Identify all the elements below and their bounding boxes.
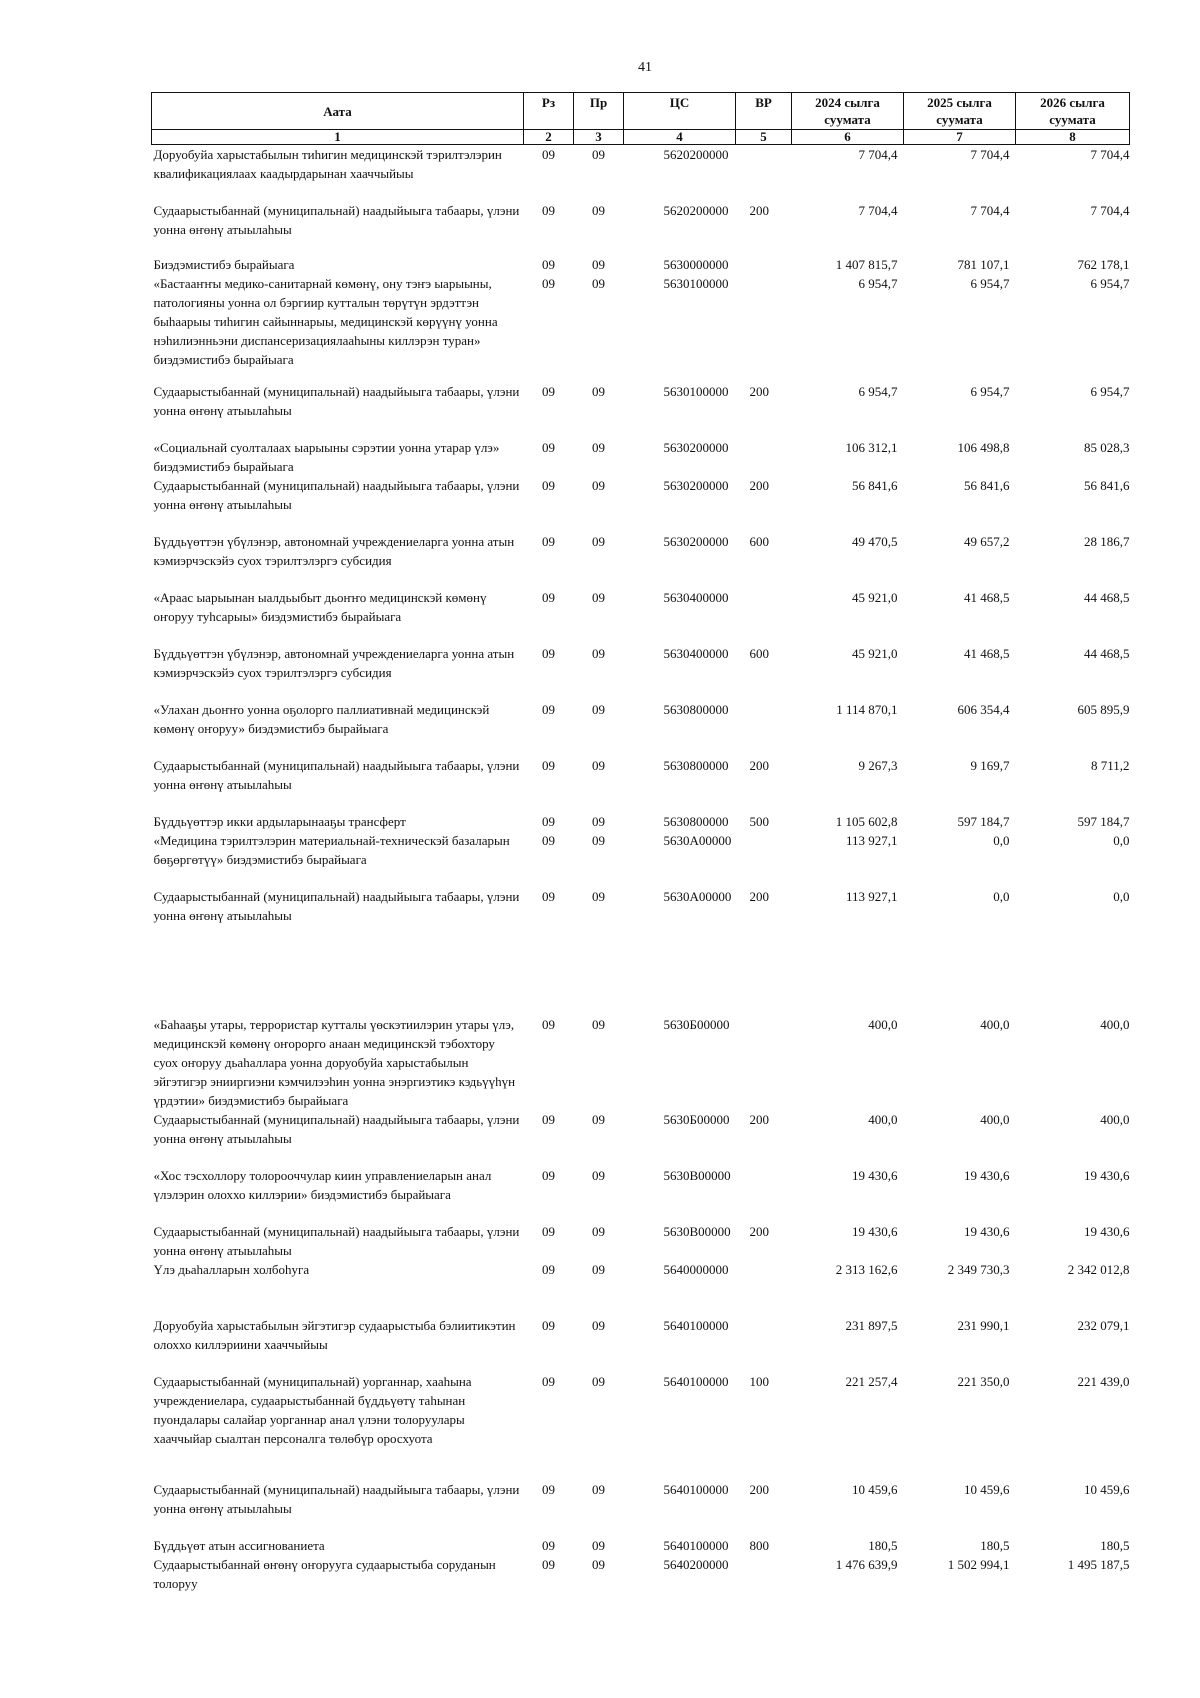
row-value-2026: 6 954,7 (1090, 384, 1130, 399)
budget-table (151, 92, 1130, 1595)
row-cs: 5630800000 (663, 758, 729, 773)
row-name: Бүддьүөт атын ассигнованиета (153, 1538, 325, 1553)
row-vr (736, 255, 792, 274)
row-vr (736, 1316, 792, 1372)
row-name: «Улахан дьоҥҥо уонна оҕолорго паллиативнай медицинскэй көмөнү оҥоруу» биэдэмистибэ бырайыага (153, 702, 490, 736)
row-value-2025: 9 169,7 (970, 758, 1010, 773)
table-row (152, 476, 1130, 532)
table-row (152, 1110, 1130, 1166)
row-value-2025: 106 498,8 (957, 440, 1010, 455)
row-rz: 09 (542, 257, 555, 272)
row-pr: 09 (592, 1224, 605, 1239)
row-rz: 09 (542, 590, 555, 605)
row-cs: 5630100000 (663, 384, 729, 399)
row-vr (736, 145, 792, 202)
row-name: Бүддьүөттэр икки ардыларынааҕы трансферт (153, 814, 406, 829)
row-value-2025: 400,0 (980, 1112, 1010, 1127)
row-cs: 5630Б00000 (663, 1112, 730, 1127)
row-value-2026: 6 954,7 (1090, 276, 1130, 291)
column-number: 6 (792, 130, 904, 145)
row-pr: 09 (592, 833, 605, 848)
row-name: Судаарыстыбаннай (муниципальнай) наадыйыыга табаары, үлэни уонна өҥөнү атыылаһыы (153, 478, 520, 512)
row-cs: 5630000000 (663, 257, 729, 272)
row-pr: 09 (592, 1017, 605, 1032)
row-vr: 600 (749, 646, 769, 661)
row-value-2024: 113 927,1 (845, 889, 898, 904)
row-value-2024: 1 476 639,9 (835, 1557, 898, 1572)
table-row (152, 1166, 1130, 1222)
row-cs: 5630А00000 (663, 833, 732, 848)
row-rz: 09 (542, 833, 555, 848)
row-value-2025: 56 841,6 (964, 478, 1010, 493)
row-cs: 5630В00000 (663, 1224, 731, 1239)
row-value-2026: 597 184,7 (1077, 814, 1130, 829)
row-name: «Медицина тэрилтэлэрин материальнай-техническэй базаларын бөҕөргөтүү» биэдэмистибэ бырайыага (153, 833, 510, 867)
row-value-2024: 1 407 815,7 (835, 257, 898, 272)
row-rz: 09 (542, 147, 555, 162)
table-row (152, 1536, 1130, 1555)
row-value-2024: 400,0 (868, 1017, 898, 1032)
row-value-2026: 2 342 012,8 (1067, 1262, 1130, 1277)
row-vr (736, 1555, 792, 1595)
row-pr: 09 (592, 147, 605, 162)
row-vr: 600 (749, 534, 769, 549)
row-name: «Баһааҕы утары, террористар кутталы үөскэтиилэрин утары үлэ, медицинскэй көмөнү оҥорорго анаан медицинскэй тэбохтору суох оҥоруу дьаһаллара уонна доруобуйа харыстабылын эйгэтигэр энииргиэни кэмчилээһин уонна энэргиэтикэ кэдьүүһүн үрдэтии» биэдэмистибэ бырайыага (153, 1017, 516, 1108)
row-name: Доруобуйа харыстабылын тиһигин медицинскэй тэрилтэлэрин квалификациялаах каадырдарынан хааччыйыы (153, 147, 502, 181)
row-value-2025: 597 184,7 (957, 814, 1010, 829)
table-row (152, 831, 1130, 887)
column-number: 7 (904, 130, 1016, 145)
row-value-2024: 6 954,7 (858, 384, 898, 399)
row-value-2026: 44 468,5 (1084, 646, 1130, 661)
row-rz: 09 (542, 384, 555, 399)
row-name: Судаарыстыбаннай (муниципальнай) наадыйыыга табаары, үлэни уонна өҥөнү атыылаһыы (153, 758, 520, 792)
row-value-2026: 605 895,9 (1077, 702, 1130, 717)
table-row (152, 588, 1130, 644)
table-row (152, 274, 1130, 382)
row-name: «Социальнай суолталаах ыарыыны сэрэтии уонна утарар үлэ» биэдэмистибэ бырайыага (153, 440, 500, 474)
row-value-2026: 19 430,6 (1084, 1168, 1130, 1183)
row-value-2024: 7 704,4 (858, 203, 898, 218)
row-rz: 09 (542, 1557, 555, 1572)
column-number: 3 (574, 130, 624, 145)
row-rz: 09 (542, 889, 555, 904)
table-row (152, 1015, 1130, 1110)
row-value-2026: 180,5 (1100, 1538, 1130, 1553)
row-value-2026: 0,0 (1113, 889, 1130, 904)
row-name: Үлэ дьаһалларын холбоһуга (153, 1262, 310, 1277)
row-rz: 09 (542, 440, 555, 455)
row-value-2025: 400,0 (980, 1017, 1010, 1032)
row-value-2025: 1 502 994,1 (947, 1557, 1010, 1572)
row-value-2026: 232 079,1 (1077, 1318, 1130, 1333)
header-name: Аата (152, 93, 524, 130)
row-value-2025: 0,0 (993, 833, 1010, 848)
row-pr: 09 (592, 384, 605, 399)
row-cs: 5640100000 (663, 1374, 729, 1389)
row-value-2026: 7 704,4 (1090, 147, 1130, 162)
row-value-2026: 44 468,5 (1084, 590, 1130, 605)
row-cs: 5630Б00000 (663, 1017, 730, 1032)
row-vr (736, 1260, 792, 1316)
row-rz: 09 (542, 534, 555, 549)
row-rz: 09 (542, 1318, 555, 1333)
row-value-2024: 1 114 870,1 (836, 702, 898, 717)
row-value-2025: 6 954,7 (970, 276, 1010, 291)
row-value-2024: 9 267,3 (858, 758, 898, 773)
row-value-2025: 19 430,6 (964, 1224, 1010, 1239)
row-vr (736, 1166, 792, 1222)
row-vr: 800 (749, 1538, 769, 1553)
row-value-2025: 180,5 (980, 1538, 1010, 1553)
row-rz: 09 (542, 203, 555, 218)
row-cs: 5630200000 (663, 478, 729, 493)
row-vr (736, 588, 792, 644)
row-pr: 09 (592, 646, 605, 661)
row-name: Судаарыстыбаннай (муниципальнай) наадыйыыга табаары, үлэни уонна өҥөнү атыылаһыы (153, 384, 520, 418)
row-pr: 09 (592, 590, 605, 605)
table-row (152, 1260, 1130, 1316)
row-rz: 09 (542, 1538, 555, 1553)
row-vr (736, 438, 792, 476)
row-rz: 09 (542, 758, 555, 773)
header-2026: 2026 сылга суумата (1016, 93, 1130, 130)
row-value-2026: 762 178,1 (1077, 257, 1130, 272)
row-pr: 09 (592, 276, 605, 291)
row-cs: 5620200000 (663, 147, 729, 162)
row-rz: 09 (542, 1017, 555, 1032)
row-pr: 09 (592, 440, 605, 455)
row-value-2025: 6 954,7 (970, 384, 1010, 399)
row-value-2024: 45 921,0 (852, 590, 898, 605)
row-pr: 09 (592, 1557, 605, 1572)
table-row (152, 255, 1130, 274)
row-rz: 09 (542, 1374, 555, 1389)
column-number: 4 (624, 130, 736, 145)
table-header-row (152, 93, 1130, 130)
table-row (152, 812, 1130, 831)
row-value-2025: 221 350,0 (957, 1374, 1010, 1389)
row-pr: 09 (592, 478, 605, 493)
row-value-2024: 49 470,5 (852, 534, 898, 549)
row-cs: 5640100000 (663, 1538, 729, 1553)
row-vr: 100 (749, 1374, 769, 1389)
row-vr: 200 (749, 203, 769, 218)
row-cs: 5630100000 (663, 276, 729, 291)
row-value-2026: 400,0 (1100, 1017, 1130, 1032)
row-cs: 5630200000 (663, 534, 729, 549)
column-number: 8 (1016, 130, 1130, 145)
row-pr: 09 (592, 1318, 605, 1333)
row-cs: 5640100000 (663, 1318, 729, 1333)
row-value-2026: 7 704,4 (1090, 203, 1130, 218)
row-value-2026: 8 711,2 (1090, 758, 1130, 773)
table-row (152, 756, 1130, 812)
header-2025: 2025 сылга суумата (904, 93, 1016, 130)
table-row (152, 700, 1130, 756)
row-rz: 09 (542, 1224, 555, 1239)
table-row (152, 201, 1130, 255)
row-value-2026: 10 459,6 (1084, 1482, 1130, 1497)
row-value-2026: 1 495 187,5 (1067, 1557, 1130, 1572)
column-number: 1 (152, 130, 524, 145)
row-value-2025: 10 459,6 (964, 1482, 1010, 1497)
row-name: Судаарыстыбаннай (муниципальнай) уорганнар, хааһына учреждениелара, судаарыстыбаннай бүддьүөтү таһынан пуондалары салайар уорганнар анал үлэни толоруулары хааччыйар сыалтан персоналга төлөбүр оросхуота (153, 1374, 472, 1446)
row-rz: 09 (542, 814, 555, 829)
row-vr: 200 (749, 1224, 769, 1239)
row-value-2025: 49 657,2 (964, 534, 1010, 549)
row-value-2024: 45 921,0 (852, 646, 898, 661)
row-cs: 5630А00000 (663, 889, 732, 904)
row-cs: 5630200000 (663, 440, 729, 455)
row-value-2025: 41 468,5 (964, 590, 1010, 605)
row-value-2025: 606 354,4 (957, 702, 1010, 717)
row-pr: 09 (592, 257, 605, 272)
row-rz: 09 (542, 1262, 555, 1277)
row-value-2024: 231 897,5 (845, 1318, 898, 1333)
row-value-2026: 400,0 (1100, 1112, 1130, 1127)
row-value-2024: 1 105 602,8 (835, 814, 898, 829)
row-cs: 5630800000 (663, 702, 729, 717)
row-cs: 5630800000 (663, 814, 729, 829)
row-value-2024: 7 704,4 (858, 147, 898, 162)
row-value-2024: 19 430,6 (852, 1224, 898, 1239)
row-name: Биэдэмистибэ бырайыага (153, 257, 295, 272)
row-pr: 09 (592, 758, 605, 773)
row-vr: 200 (749, 1482, 769, 1497)
row-value-2024: 56 841,6 (852, 478, 898, 493)
row-value-2025: 231 990,1 (957, 1318, 1010, 1333)
row-value-2024: 106 312,1 (845, 440, 898, 455)
row-name: Доруобуйа харыстабылын эйгэтигэр судаарыстыба бэлиитикэтин олоххо киллэриини хааччыйыы (153, 1318, 516, 1352)
row-pr: 09 (592, 203, 605, 218)
table-row (152, 887, 1130, 1015)
row-rz: 09 (542, 276, 555, 291)
row-pr: 09 (592, 1482, 605, 1497)
row-pr: 09 (592, 1538, 605, 1553)
row-vr: 200 (749, 889, 769, 904)
row-cs: 5640200000 (663, 1557, 729, 1572)
row-name: Судаарыстыбаннай өҥөнү оҥорууга судаарыстыба соруданын толоруу (153, 1557, 496, 1591)
row-value-2025: 7 704,4 (970, 147, 1010, 162)
row-value-2026: 19 430,6 (1084, 1224, 1130, 1239)
table-row (152, 1480, 1130, 1536)
row-cs: 5640100000 (663, 1482, 729, 1497)
row-value-2025: 41 468,5 (964, 646, 1010, 661)
row-value-2026: 0,0 (1113, 833, 1130, 848)
row-rz: 09 (542, 478, 555, 493)
row-cs: 5640000000 (663, 1262, 729, 1277)
row-vr (736, 1015, 792, 1110)
column-number-row (152, 130, 1130, 145)
row-name: Бүддьүөттэн үбүлэнэр, автономнай учреждениеларга уонна атын кэмиэрчэскэйэ суох тэрилтэлэргэ субсидия (153, 646, 515, 680)
row-vr: 500 (749, 814, 769, 829)
row-vr (736, 274, 792, 382)
table-row (152, 532, 1130, 588)
row-pr: 09 (592, 1374, 605, 1389)
row-rz: 09 (542, 702, 555, 717)
row-pr: 09 (592, 1262, 605, 1277)
row-vr (736, 831, 792, 887)
row-value-2024: 180,5 (868, 1538, 898, 1553)
row-name: Судаарыстыбаннай (муниципальнай) наадыйыыга табаары, үлэни уонна өҥөнү атыылаһыы (153, 1112, 520, 1146)
row-value-2024: 221 257,4 (845, 1374, 898, 1389)
row-name: «Хос тэсхоллору толорооччулар киин управлениеларын анал үлэлэрин олоххо киллэрии» биэдэмистибэ бырайыага (153, 1168, 492, 1202)
table-row (152, 382, 1130, 438)
header-rz: Рз (524, 93, 574, 130)
row-rz: 09 (542, 646, 555, 661)
row-vr: 200 (749, 478, 769, 493)
header-2024: 2024 сылга суумата (792, 93, 904, 130)
row-value-2026: 85 028,3 (1084, 440, 1130, 455)
row-rz: 09 (542, 1168, 555, 1183)
row-name: Судаарыстыбаннай (муниципальнай) наадыйыыга табаары, үлэни уонна өҥөнү атыылаһыы (153, 1482, 520, 1516)
table-row (152, 644, 1130, 700)
row-value-2024: 113 927,1 (845, 833, 898, 848)
row-cs: 5630400000 (663, 590, 729, 605)
row-vr (736, 700, 792, 756)
row-name: Судаарыстыбаннай (муниципальнай) наадыйыыга табаары, үлэни уонна өҥөнү атыылаһыы (153, 203, 520, 237)
row-pr: 09 (592, 814, 605, 829)
row-rz: 09 (542, 1482, 555, 1497)
row-vr: 200 (749, 1112, 769, 1127)
row-pr: 09 (592, 889, 605, 904)
row-value-2024: 2 313 162,6 (835, 1262, 898, 1277)
row-pr: 09 (592, 1168, 605, 1183)
row-vr: 200 (749, 758, 769, 773)
table-row (152, 1316, 1130, 1372)
row-name: «Араас ыарыынан ыалдьыбыт дьоҥҥо медицинскэй көмөнү оҥоруу туһсарыы» биэдэмистибэ бырайыага (153, 590, 487, 624)
row-name: Судаарыстыбаннай (муниципальнай) наадыйыыга табаары, үлэни уонна өҥөнү атыылаһыы (153, 1224, 520, 1258)
table-row (152, 1222, 1130, 1260)
row-value-2024: 400,0 (868, 1112, 898, 1127)
table-row (152, 1555, 1130, 1595)
row-value-2025: 2 349 730,3 (947, 1262, 1010, 1277)
row-value-2026: 28 186,7 (1084, 534, 1130, 549)
column-number: 5 (736, 130, 792, 145)
row-pr: 09 (592, 702, 605, 717)
row-cs: 5620200000 (663, 203, 729, 218)
row-rz: 09 (542, 1112, 555, 1127)
row-value-2025: 7 704,4 (970, 203, 1010, 218)
row-value-2024: 10 459,6 (852, 1482, 898, 1497)
row-cs: 5630400000 (663, 646, 729, 661)
row-value-2025: 0,0 (993, 889, 1010, 904)
row-value-2024: 6 954,7 (858, 276, 898, 291)
table-row (152, 1372, 1130, 1480)
header-pr: Пр (574, 93, 624, 130)
row-pr: 09 (592, 1112, 605, 1127)
header-vr: ВР (736, 93, 792, 130)
row-name: «Бастааҥҥы медико-санитарнай көмөнү, ону тэҥэ ыарыыны, патологияны уонна ол бэргиир кутталын төрүтүн эрдэттэн быһаарыы тиһигин сайыннарыы, медицинскэй көрүүнү уонна нэһилиэнньэни диспансеризациялааһыны киллэрэн туран» биэдэмистибэ бырайыага (153, 276, 498, 367)
page-number: 41 (638, 60, 652, 75)
row-value-2026: 221 439,0 (1077, 1374, 1130, 1389)
table-row (152, 145, 1130, 202)
row-value-2025: 19 430,6 (964, 1168, 1010, 1183)
row-value-2026: 56 841,6 (1084, 478, 1130, 493)
row-name: Судаарыстыбаннай (муниципальнай) наадыйыыга табаары, үлэни уонна өҥөнү атыылаһыы (153, 889, 520, 923)
column-number: 2 (524, 130, 574, 145)
row-value-2024: 19 430,6 (852, 1168, 898, 1183)
row-value-2025: 781 107,1 (957, 257, 1010, 272)
table-row (152, 438, 1130, 476)
row-vr: 200 (749, 384, 769, 399)
row-cs: 5630В00000 (663, 1168, 731, 1183)
row-name: Бүддьүөттэн үбүлэнэр, автономнай учреждениеларга уонна атын кэмиэрчэскэйэ суох тэрилтэлэргэ субсидия (153, 534, 515, 568)
header-cs: ЦС (624, 93, 736, 130)
row-pr: 09 (592, 534, 605, 549)
